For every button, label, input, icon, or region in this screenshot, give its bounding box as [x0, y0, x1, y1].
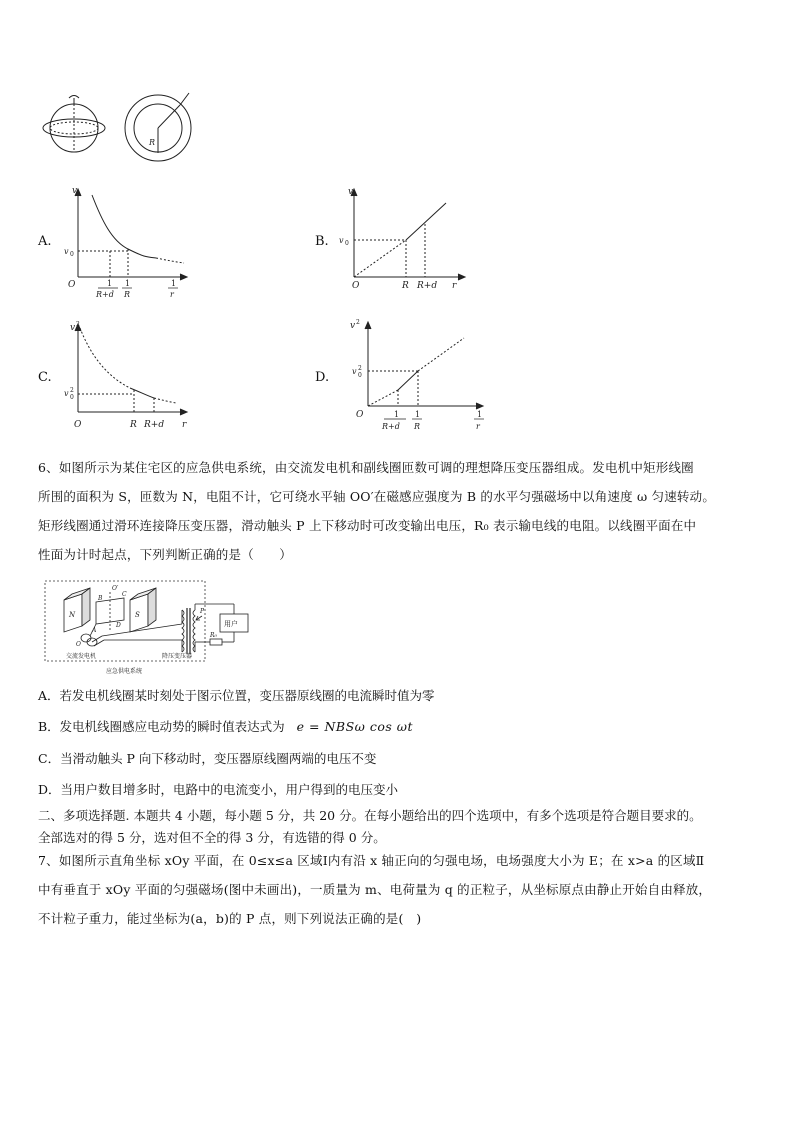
q7-line-2: 中有垂直于 xOy 平面的匀强磁场(图中未画出)，一质量为 m、电荷量为 q 的正粒子，从坐标原点由静止开始自由释放，: [38, 882, 712, 897]
y-label: v: [348, 187, 354, 197]
top-figure: [38, 90, 208, 160]
y-label: v: [350, 321, 356, 331]
x-num: 1: [477, 410, 483, 419]
y-sup: 2: [76, 321, 80, 328]
label-b: B: [98, 595, 103, 602]
q6-option-d: D．当用户数目增多时，电路中的电流变小，用户得到的电压变小: [38, 782, 399, 797]
tick1-num: 1: [107, 279, 113, 288]
question-7-stem: [38, 846, 758, 933]
label-p: P: [200, 608, 205, 615]
option-c-graph: [66, 320, 196, 430]
curve-solid: [130, 388, 154, 398]
curve-dotted: [156, 258, 184, 263]
q6-option-b-text: B．发电机线圈感应电动势的瞬时值表达式为: [38, 719, 285, 734]
y0-sub: 0: [70, 251, 74, 258]
origin-label: O: [352, 281, 360, 291]
q7-line-1: 7、如图所示直角坐标 xOy 平面，在 0≤x≤a 区域Ⅰ内有沿 x 轴正向的匀强电场，电场强度大小为 E；在 x>a 的区域Ⅱ: [38, 853, 705, 868]
y0-sub: 0: [358, 372, 362, 379]
label-o: O: [76, 641, 81, 648]
q6-option-b-formula: e = NBSω cos ωt: [296, 719, 413, 734]
curve-dotted-left: [80, 328, 130, 388]
option-b-letter: B.: [315, 234, 329, 249]
label-a: A: [92, 627, 97, 634]
section-2-heading-line-1: 二、多项选择题. 本题共 4 小题，每小题 5 分，共 20 分。在每小题给出的四个选项中，有多个选项是符合题目要求的。: [38, 808, 702, 823]
line-dotted: [354, 240, 406, 277]
x-den: r: [476, 422, 480, 431]
tick2-den: R: [124, 290, 131, 299]
y0-sup: 2: [358, 365, 362, 372]
label-o-prime: O′: [112, 585, 119, 592]
tick1-den: R+d: [96, 290, 114, 299]
y0-sub: 0: [345, 240, 349, 247]
caption-system: 应急供电系统: [106, 668, 143, 675]
label-d: D: [116, 622, 121, 629]
label-s: S: [135, 611, 140, 619]
q6-line-1: 6、如图所示为某住宅区的应急供电系统，由交流发电机和副线圈匝数可调的理想降压变压器组成。发电机中矩形线圈: [38, 460, 694, 475]
option-b-graph: [340, 185, 470, 295]
q6-option-b: [38, 717, 413, 735]
option-d-graph: [344, 318, 494, 436]
ring-radius-label: R: [149, 138, 156, 147]
tick2-num: 1: [415, 410, 421, 419]
y0-label: v: [64, 247, 69, 256]
x-den: r: [170, 290, 174, 299]
q6-option-c: C．当滑动触头 P 向下移动时，变压器原线圈两端的电压不变: [38, 751, 377, 766]
tick1-num: 1: [394, 410, 400, 419]
tick2-num: 1: [125, 279, 131, 288]
option-c-letter: C.: [38, 370, 52, 385]
curve-solid: [92, 195, 156, 258]
x-num: 1: [171, 279, 177, 288]
y-sup: 2: [356, 319, 360, 326]
q6-line-4: 性面为计时起点，下列判断正确的是（ ）: [38, 547, 293, 562]
label-r0: R₀: [210, 632, 217, 639]
resistor-r0: [210, 639, 222, 645]
q6-line-2: 所围的面积为 S，匝数为 N，电阻不计，它可绕水平轴 OO′在磁感应强度为 B 的水平匀强磁场中以角速度 ω 匀速转动。: [38, 489, 716, 504]
option-a-graph: [64, 185, 196, 299]
y0-label: v: [352, 367, 357, 376]
label-n: N: [69, 611, 76, 619]
label-user: 用户: [224, 620, 238, 628]
caption-generator: 交流发电机: [66, 653, 97, 660]
tick2-den: R: [414, 422, 421, 431]
x-label: r: [182, 420, 187, 430]
caption-transformer: 降压变压器: [162, 653, 193, 660]
tick1: R: [130, 420, 137, 430]
y-label: v: [70, 323, 76, 333]
tick1-den: R+d: [382, 422, 400, 431]
option-a-letter: A.: [38, 234, 52, 249]
curve-dotted-right: [154, 398, 176, 403]
q6-option-a: A．若发电机线圈某时刻处于图示位置，变压器原线圈的电流瞬时值为零: [38, 688, 435, 703]
y0-label: v: [64, 389, 69, 398]
y0-sup: 2: [70, 387, 74, 394]
origin-label: O: [74, 420, 82, 430]
section-2-heading-line-2: 全部选对的得 5 分，选对但不全的得 3 分，有选错的得 0 分。: [38, 830, 386, 845]
q6-circuit-figure: [44, 580, 266, 678]
line-solid: [406, 203, 446, 240]
tick2: R+d: [144, 420, 165, 430]
x-label: r: [452, 281, 457, 291]
y0-sub: 0: [70, 394, 74, 401]
label-c: C: [122, 591, 127, 598]
question-6-stem: [38, 453, 758, 569]
q6-line-3: 矩形线圈通过滑环连接降压变压器，滑动触头 P 上下移动时可改变输出电压，R₀ 表示输电线的电阻。以线圈平面在中: [38, 518, 697, 533]
planet-sphere-figure: [43, 96, 105, 153]
line-solid: [398, 371, 418, 390]
origin-label: O: [356, 410, 364, 420]
tick1: R: [402, 281, 409, 291]
origin-label: O: [68, 280, 76, 290]
y0-label: v: [339, 236, 344, 245]
q7-line-3: 不计粒子重力，能过坐标为(a，b)的 P 点，则下列说法正确的是( ): [38, 911, 422, 926]
tick2: R+d: [417, 281, 438, 291]
option-d-letter: D.: [315, 370, 330, 385]
y-label: v: [72, 186, 78, 196]
ring-figure: [125, 93, 191, 161]
